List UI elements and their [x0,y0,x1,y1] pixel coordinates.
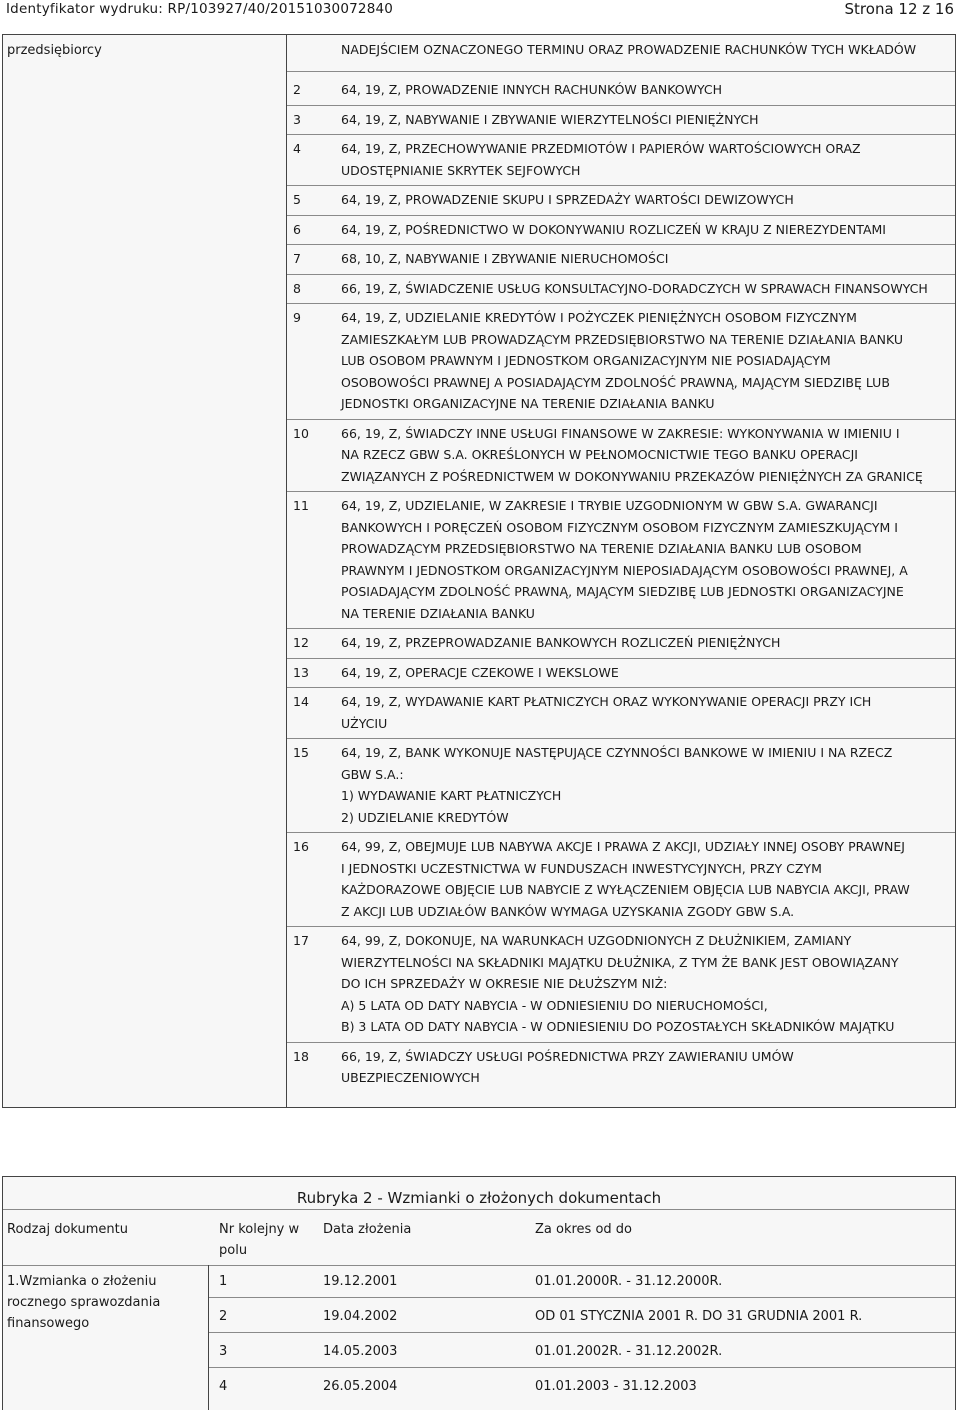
entry-text [341,189,949,211]
entry-line: UŻYCIU [341,715,388,731]
entry-number: 9 [293,310,301,325]
entry-number: 13 [293,664,309,680]
document-date: 26.05.2004 [323,1379,398,1394]
entry-line: 64, 99, Z, OBEJMUJE LUB NABYWA AKCJE I PRAWA Z AKCJI, UDZIAŁY INNEJ OSOBY PRAWNEJ [341,839,905,854]
entry-number: 15 [293,745,309,760]
entry-line: 66, 19, Z, ŚWIADCZY INNE USŁUGI FINANSOWE W ZAKRESIE: WYKONYWANIA W IMIENIU I [341,425,900,441]
document-field-number: 2 [219,1309,228,1324]
entry-text: NADEJŚCIEM OZNACZONEGO TERMINU ORAZ PROWADZENIE RACHUNKÓW TYCH WKŁADÓW [341,42,917,57]
entry-line: OSOBOWOŚCI PRAWNEJ A POSIADAJĄCYM ZDOLNOŚĆ PRAWNĄ, MAJĄCYM SIEDZIBĘ LUB [341,374,890,390]
entry-text [341,662,949,684]
entry-line: 68, 10, Z, NABYWANIE I ZBYWANIE NIERUCHOMOŚCI [341,251,669,266]
document-field-number: 3 [219,1344,228,1359]
row-separator [287,185,955,186]
doc-column-divider [208,1265,209,1410]
document-date: 14.05.2003 [323,1344,398,1359]
col-header-date: Data złożenia [323,1222,412,1237]
entry-number: 6 [293,221,301,237]
entry-text [341,632,949,654]
document-period: 01.01.2003 - 31.12.2003 [535,1379,697,1394]
row-separator [287,628,955,629]
entry-line: 64, 19, Z, PROWADZENIE INNYCH RACHUNKÓW BANKOWYCH [341,82,723,97]
entry-number: 8 [293,280,301,296]
entry-number: 7 [293,251,301,266]
entry-line: 64, 19, Z, PRZECHOWYWANIE PRZEDMIOTÓW I PAPIERÓW WARTOŚCIOWYCH ORAZ [341,141,861,156]
doc-type-line: rocznego sprawozdania [7,1295,161,1310]
col-header-doc-type: Rodzaj dokumentu [7,1222,128,1237]
entry-line: UDOSTĘPNIANIE SKRYTEK SEJFOWYCH [341,162,581,178]
entry-line: 64, 19, Z, BANK WYKONUJE NASTĘPUJĄCE CZYNNOŚCI BANKOWE W IMIENIU I NA RZECZ [341,745,893,760]
row-separator [209,1367,955,1368]
entry-line: 64, 19, Z, UDZIELANIE, W ZAKRESIE I TRYBIE UZGODNIONYM W GBW S.A. GWARANCJI [341,498,878,513]
entry-line: ZAMIESZKAŁYM LUB PROWADZĄCYM PRZEDSIĘBIORSTWO NA TERENIE DZIAŁANIA BANKU [341,331,903,347]
entry-line: 64, 19, Z, NABYWANIE I ZBYWANIE WIERZYTELNOŚCI PIENIĘŻNYCH [341,111,759,127]
entry-line: 64, 19, Z, UDZIELANIE KREDYTÓW I POŻYCZEK PIENIĘŻNYCH OSOBOM FIZYCZNYM [341,310,857,325]
doc-type-line: finansowego [7,1316,90,1331]
row-separator [287,71,955,72]
document-date: 19.04.2002 [323,1309,398,1324]
entry-line: 64, 19, Z, WYDAWANIE KART PŁATNICZYCH ORAZ WYKONYWANIE OPERACJI PRZY ICH [341,694,872,709]
rubryka-title: Rubryka 2 - Wzmianki o złożonych dokumentach [296,1189,662,1207]
document-date: 19.12.2001 [323,1274,398,1289]
row-separator [287,303,955,304]
entry-line: 66, 19, Z, ŚWIADCZY USŁUGI POŚREDNICTWA PRZY ZAWIERANIU UMÓW [341,1048,794,1064]
entry-line: 2) UDZIELANIE KREDYTÓW [341,809,509,825]
activities-panel [2,34,956,1108]
entry-number: 5 [293,192,301,207]
col-header-field-no [219,1219,299,1261]
row-separator [287,926,955,927]
entry-text [341,138,949,181]
entry-line: PROWADZĄCYM PRZEDSIĘBIORSTWO NA TERENIE DZIAŁANIA BANKU LUB OSOBOM [341,541,862,556]
entry-text [341,79,949,101]
entry-number: 18 [293,1048,309,1064]
entry-line: 64, 99, Z, DOKONUJE, NA WARUNKACH UZGODNIONYCH Z DŁUŻNIKIEM, ZAMIANY [341,933,852,948]
entry-number: 2 [293,82,301,97]
document-period: 01.01.2002R. - 31.12.2002R. [535,1344,723,1359]
col-header-field-no-line2: polu [219,1243,248,1258]
entry-line: GBW S.A.: [341,766,404,782]
row-separator [287,215,955,216]
entry-text [341,307,949,415]
row-separator [287,105,955,106]
entry-text [341,742,949,828]
column-divider [286,35,287,1107]
entry-line: Z AKCJI LUB UDZIAŁÓW BANKÓW WYMAGA UZYSKANIA ZGODY GBW S.A. [341,903,795,919]
col-header-period: Za okres od do [535,1222,632,1237]
row-separator [287,244,955,245]
entry-line: 64, 19, Z, PROWADZENIE SKUPU I SPRZEDAŻY WARTOŚCI DEWIZOWYCH [341,192,794,207]
entry-text [341,423,949,488]
entry-line: NA TERENIE DZIAŁANIA BANKU [341,605,535,621]
entry-line: WIERZYTELNOŚCI NA SKŁADNIKI MAJĄTKU DŁUŻNIKA, Z TYM ŻE BANK JEST OBOWIĄZANY [341,954,899,970]
doc-type-label [7,1271,160,1334]
col-header-field-no-line1: Nr kolejny w [219,1222,300,1237]
entry-text [341,836,949,922]
row-separator [287,134,955,135]
entry-text [341,495,949,624]
row-separator [287,274,955,275]
row-separator [287,832,955,833]
entry-number: 12 [293,635,309,650]
entry-line: JEDNOSTKI ORGANIZACYJNE NA TERENIE DZIAŁANIA BANKU [341,396,715,411]
print-header [0,0,960,20]
row-separator [287,1042,955,1043]
entry-line: I JEDNOSTKI UCZESTNICTWA W FUNDUSZACH INWESTYCYJNYCH, PRZY CZYM [341,860,822,876]
entry-line: LUB OSOBOM PRAWNYM I JEDNOSTKOM ORGANIZACYJNYM NIE POSIADAJĄCYM [341,353,831,368]
entry-line: B) 3 LATA OD DATY NABYCIA - W ODNIESIENIU DO POZOSTAŁYCH SKŁADNIKÓW MAJĄTKU [341,1019,895,1034]
entry-number: 10 [293,425,309,441]
entry-text [341,278,949,300]
entry-text [341,1046,949,1089]
entry-line: 1) WYDAWANIE KART PŁATNICZYCH [341,788,562,803]
entry-line: BANKOWYCH I PORĘCZEŃ OSOBOM FIZYCZNYM OSOBOM FIZYCZNYM ZAMIESZKUJĄCYM I [341,519,898,535]
page-number: Strona 12 z 16 [844,0,954,18]
entry-number: 11 [293,498,309,513]
entry-line: 64, 19, Z, OPERACJE CZEKOWE I WEKSLOWE [341,664,619,680]
entry-number: 3 [293,111,301,127]
entry-line: A) 5 LATA OD DATY NABYCIA - W ODNIESIENIU DO NIERUCHOMOŚCI, [341,997,768,1013]
document-period: OD 01 STYCZNIA 2001 R. DO 31 GRUDNIA 2001 R. [535,1309,863,1324]
entry-line: KAŻDORAZOWE OBJĘCIE LUB NABYCIE Z WYŁĄCZENIEM OBJĘCIA LUB NABYCIA AKCJI, PRAW [341,882,910,897]
row-separator [287,658,955,659]
entry-line: UBEZPIECZENIOWYCH [341,1070,480,1085]
entry-line: 66, 19, Z, ŚWIADCZENIE USŁUG KONSULTACYJNO-DORADCZYCH W SPRAWACH FINANSOWYCH [341,280,928,296]
entry-number: 14 [293,694,309,709]
row-separator [209,1332,955,1333]
title-separator [3,1209,955,1210]
print-identifier: Identyfikator wydruku: RP/103927/40/20151030072840 [6,1,394,17]
rubryka-section [2,1176,956,1410]
entry-text [341,930,949,1038]
entry-number: 16 [293,839,309,854]
row-separator [287,419,955,420]
entry-line: NA RZECZ GBW S.A. OKREŚLONYCH W PEŁNOMOCNICTWIE TEGO BANKU OPERACJI [341,447,858,462]
entry-line: ZWIĄZANYCH Z POŚREDNICTWEM W DOKONYWANIU PRZEKAZÓW PIENIĘŻNYCH ZA GRANICĘ [341,468,923,484]
entry-number: 17 [293,933,309,948]
row-separator [209,1297,955,1298]
entry-text [341,219,949,241]
document-field-number: 4 [219,1379,228,1394]
entry-line: 64, 19, Z, POŚREDNICTWO W DOKONYWANIU ROZLICZEŃ W KRAJU Z NIEREZYDENTAMI [341,221,886,237]
section-label: przedsiębiorcy [7,43,102,58]
row-separator [287,491,955,492]
entry-text [341,109,949,131]
entry-line: DO ICH SPRZEDAŻY W OKRESIE NIE DŁUŻSZYM NIŻ: [341,976,668,991]
document-field-number: 1 [219,1274,228,1289]
header-separator [3,1265,955,1266]
doc-type-line: 1.Wzmianka o złożeniu [7,1274,157,1289]
entry-number: 4 [293,141,301,156]
entry-line: PRAWNYM I JEDNOSTKOM ORGANIZACYJNYM NIEPOSIADAJĄCYM OSOBOWOŚCI PRAWNEJ, A [341,562,908,578]
entry-text [341,248,949,270]
entry-line: POSIADAJĄCYM ZDOLNOŚĆ PRAWNĄ, MAJĄCYM SIEDZIBĘ LUB JEDNOSTKI ORGANIZACYJNE [341,584,904,599]
entry-line: 64, 19, Z, PRZEPROWADZANIE BANKOWYCH ROZLICZEŃ PIENIĘŻNYCH [341,635,781,650]
document-period: 01.01.2000R. - 31.12.2000R. [535,1274,723,1289]
entry-text [341,691,949,734]
row-separator [287,687,955,688]
row-separator [287,738,955,739]
